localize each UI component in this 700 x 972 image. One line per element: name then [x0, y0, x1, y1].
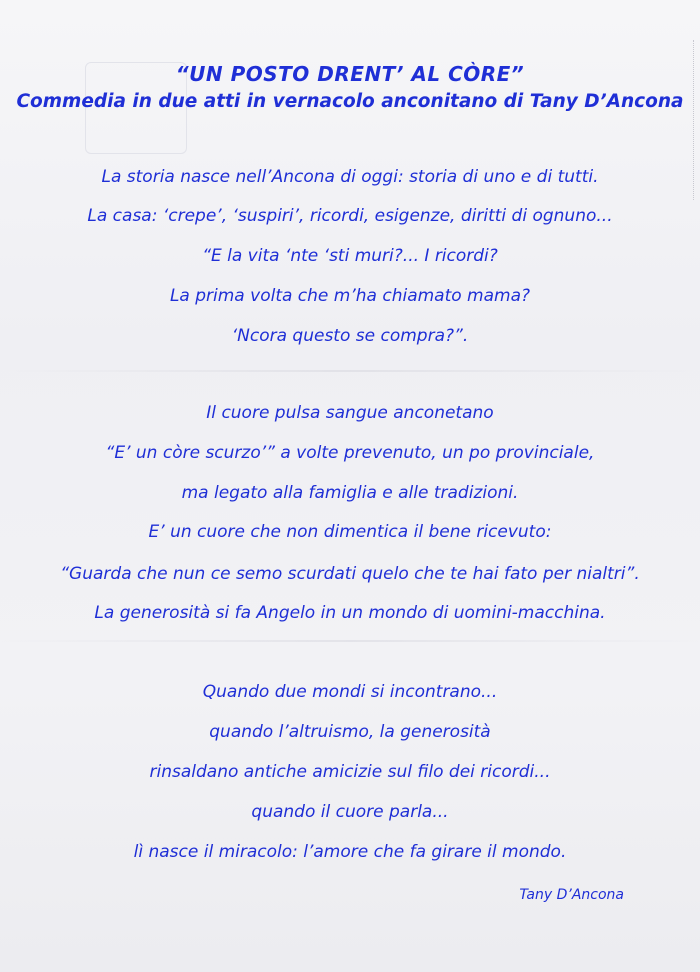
stanza-2-line-4: E’ un cuore che non dimentica il bene ricevuto:: [148, 522, 552, 542]
stanza-1-line-4: La prima volta che m’ha chiamato mama?: [169, 286, 531, 306]
stanza-1-line-2: La casa: ‘crepe’, ‘suspiri’, ricordi, esigenze, diritti di ognuno...: [87, 206, 613, 226]
document-subtitle: Commedia in due atti in vernacolo anconitano di Tany D’Ancona: [16, 91, 684, 112]
stanza-2-line-6: La generosità si fa Angelo in un mondo di uomini-macchina.: [94, 603, 606, 623]
stanza-2-line-2: “E’ un còre scurzo’” a volte prevenuto, un po provinciale,: [105, 443, 595, 463]
stanza-3-line-4: quando il cuore parla...: [251, 802, 449, 822]
stanza-1-line-5: ‘Ncora questo se compra?”.: [231, 326, 469, 346]
stanza-3-line-2: quando l’altruismo, la generosità: [209, 722, 491, 742]
stanza-1-line-3: “E la vita ‘nte ‘sti muri?... I ricordi?: [202, 246, 498, 266]
stanza-3-line-5: lì nasce il miracolo: l’amore che fa girare il mondo.: [133, 842, 567, 862]
fold-line-upper: [0, 370, 700, 372]
stanza-2-line-5: “Guarda che nun ce semo scurdati quelo che te hai fato per nialtri”.: [60, 564, 640, 584]
stanza-2-line-1: Il cuore pulsa sangue anconetano: [206, 403, 494, 423]
fold-line-lower: [0, 640, 700, 642]
stanza-2-line-3: ma legato alla famiglia e alle tradizioni.: [181, 483, 519, 503]
stanza-3-line-1: Quando due mondi si incontrano...: [202, 682, 498, 702]
stanza-3-line-3: rinsaldano antiche amicizie sul filo dei ricordi...: [149, 762, 551, 782]
author-signature: Tany D’Ancona: [519, 887, 624, 903]
document-title: “UN POSTO DRENT’ AL CÒRE”: [175, 62, 525, 86]
stanza-1-line-1: La storia nasce nell’Ancona di oggi: storia di uno e di tutti.: [101, 167, 599, 187]
